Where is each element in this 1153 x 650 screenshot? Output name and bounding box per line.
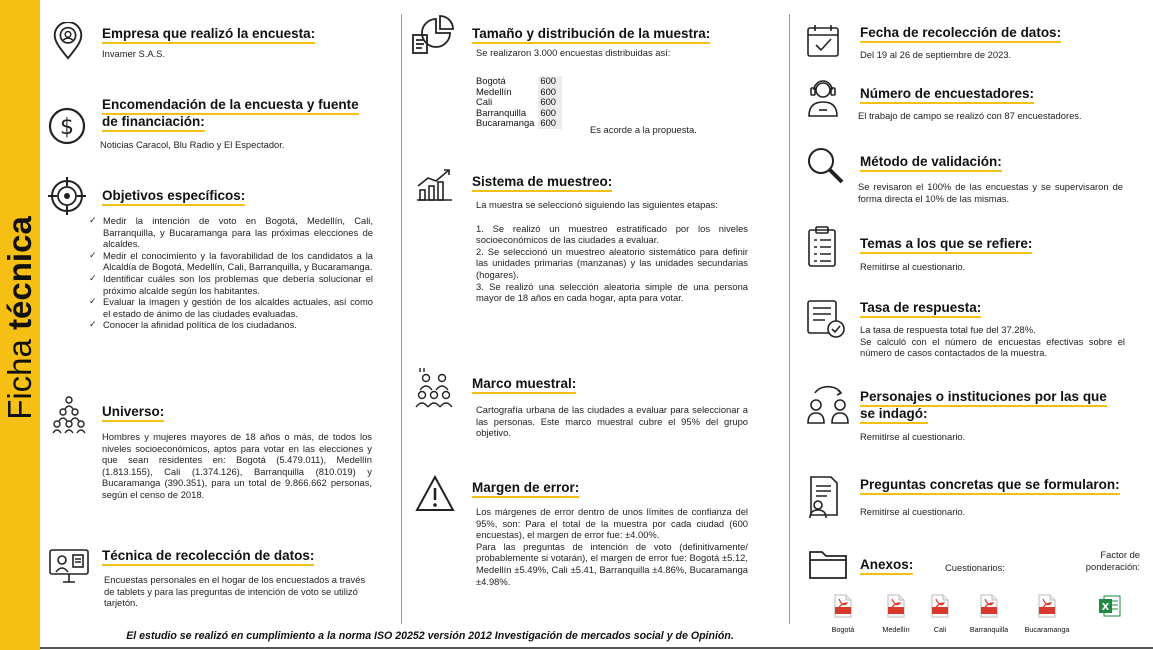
tasa-title: Tasa de respuesta: [860,299,981,316]
column-divider [401,14,402,624]
table-row: Bucaramanga 600 [476,118,562,129]
magnifier-icon [805,145,845,185]
list-item: ✓ Medir la intención de voto en Bogotá, Medellín, Cali, Barranquilla, y Bucaramanga para las próximas elecciones de alcaldes. [89,215,373,250]
sample-table [476,76,562,129]
file-label: Bogotá [831,625,855,634]
people-pyramid-icon [48,395,90,437]
people-group-icon [414,366,454,410]
excel-file-icon[interactable] [1098,594,1122,618]
temas-text: Remitirse al cuestionario. [860,261,966,272]
svg-text:$: $ [60,115,74,140]
worker-pin-icon [49,22,87,60]
people-exchange-icon [805,385,851,425]
personajes-text: Remitirse al cuestionario. [860,431,966,442]
tamano-note: Es acorde a la propuesta. [590,124,697,135]
file-label: Medellín [882,625,910,634]
tamano-title: Tamaño y distribución de la muestra: [472,25,710,42]
warning-icon [414,474,456,514]
validacion-title: Método de validación: [860,153,1002,170]
sidebar-band [0,0,40,650]
anexos-title: Anexos: [860,556,913,573]
fecha-text: Del 19 al 26 de septiembre de 2023. [860,49,1012,60]
objetivos-title: Objetivos específicos: [102,187,245,204]
universo-text: Hombres y mujeres mayores de 18 años o más, de todos los niveles socioeconómicos, aptos para votar en las elecciones y que sean residentes en: Bogotá (5.479.011), Medellín (1.813.155), Cali (1.374.126), Barranquilla (810.019) y Bucaramanga (390.351), para un total de 9.866.662 personas, según el censo de 2018. [102,431,372,500]
factor-label: Factor de ponderación: [1085,549,1140,572]
file-label: Bucaramanga [1024,625,1070,634]
pdf-file-icon[interactable] [1037,594,1057,618]
fecha-title: Fecha de recolección de datos: [860,24,1061,41]
svg-text:X: X [1101,602,1110,613]
footer-rule [40,647,1153,649]
encuestadores-text: El trabajo de campo se realizó con 87 encuestadores. [858,110,1082,121]
calendar-check-icon [805,23,841,59]
list-item: ✓ Evaluar la imagen y gestión de los alcaldes actuales, así como el estado de ánimo de las ciudades evaluadas. [89,296,373,319]
personajes-title: Personajes o instituciones por las que se indagó: [860,388,1107,422]
preguntas-text: Remitirse al cuestionario. [860,506,966,517]
encuestadores-title: Número de encuestadores: [860,85,1034,102]
headset-agent-icon [805,78,841,118]
list-item: ✓ Conocer la afinidad política de los ciudadanos. [89,319,373,331]
tecnica-text: Encuestas personales en el hogar de los encuestados a través de tablets y para las preguntas de intención de voto se utilizó tarjetón. [104,574,366,609]
objetivos-list [89,215,373,331]
table-row: Medellín 600 [476,87,562,98]
table-row: Barranquilla 600 [476,108,562,119]
form-check-icon [805,298,847,340]
monitor-person-icon [47,546,91,586]
pdf-file-icon[interactable] [833,594,853,618]
tamano-text: Se realizaron 3.000 encuestas distribuidas así: [476,47,671,58]
tecnica-title: Técnica de recolección de datos: [102,547,314,564]
marco-text: Cartografía urbana de las ciudades a evaluar para seleccionar a las personas. Este marco muestral cubre el 95% del grupo objetivo. [476,404,748,439]
list-item: ✓ Medir el conocimiento y la favorabilidad de los candidatos a la Alcaldía de Bogotá, Medellín, Cali, Barranquilla, y Bucaramanga. [89,250,373,273]
temas-title: Temas a los que se refiere: [860,235,1032,252]
footer-note: El estudio se realizó en cumplimiento a la norma ISO 20252 versión 2012 Investigación de mercados social y de Opinión. [126,630,734,642]
checklist-icon [806,226,838,268]
preguntas-title: Preguntas concretas que se formularon: [860,476,1120,493]
empresa-title: Empresa que realizó la encuesta: [102,25,315,42]
growth-chart-icon [414,166,454,202]
pdf-file-icon[interactable] [979,594,999,618]
pie-document-icon [410,15,458,55]
file-label: Cali [933,625,947,634]
sidebar-title: Ficha técnica [1,216,38,420]
pdf-file-icon[interactable] [930,594,950,618]
margen-title: Margen de error: [472,479,579,496]
cuestionarios-label: Cuestionarios: [945,562,1005,573]
column-divider [789,14,790,624]
tasa-text: La tasa de respuesta total fue del 37.28%. Se calculó con el número de encuestas efectivas sobre el número de casos contactados de la muestra. [860,324,1125,359]
sistema-text: La muestra se seleccionó siguiendo las siguientes etapas: 1. Se realizó un muestreo estratificado por los niveles socioeconómicos de las ciudades a evaluar. 2. Se seleccionó un muestreo aleatorio sistemático para definir las unidades primarias (manzanas) y las unidades secundarias (hogares). 3. Se realizó una selección aleatoria simple de una persona mayor de 18 años en cada hogar, apta para votar. [476,199,748,304]
document-person-icon [805,475,841,519]
marco-title: Marco muestral: [472,375,576,392]
empresa-text: Invamer S.A.S. [102,48,166,59]
folder-icon [808,546,848,580]
file-label: Barranquilla [969,625,1009,634]
sistema-title: Sistema de muestreo: [472,173,612,190]
universo-title: Universo: [102,403,164,420]
margen-text: Los márgenes de error dentro de unos límites de confianza del 95%, son: Para el total de la muestra por cada ciudad (600 encuestas), el margen de error fue: ±4.00%. Para las preguntas de intención de voto (definitivamente/ probablemente si votarán), el margen de error fue: Bogotá ±5.12, Medellín ±5.49%, Cali ±5.41, Barranquilla ±4.86%, Bucaramanga ±4.98%. [476,506,748,587]
dollar-icon [47,106,87,146]
table-row: Cali 600 [476,97,562,108]
encomendacion-title: Encomendación de la encuesta y fuente de financiación: [102,96,359,130]
encomendacion-text: Noticias Caracol, Blu Radio y El Espectador. [100,139,285,150]
target-icon [47,176,87,216]
list-item: ✓ Identificar cuáles son los problemas que debería solucionar el próximo alcalde según los habitantes. [89,273,373,296]
pdf-file-icon[interactable] [886,594,906,618]
table-row: Bogotá 600 [476,76,562,87]
validacion-text: Se revisaron el 100% de las encuestas y se supervisaron de forma directa el 10% de las mismas. [858,181,1123,204]
